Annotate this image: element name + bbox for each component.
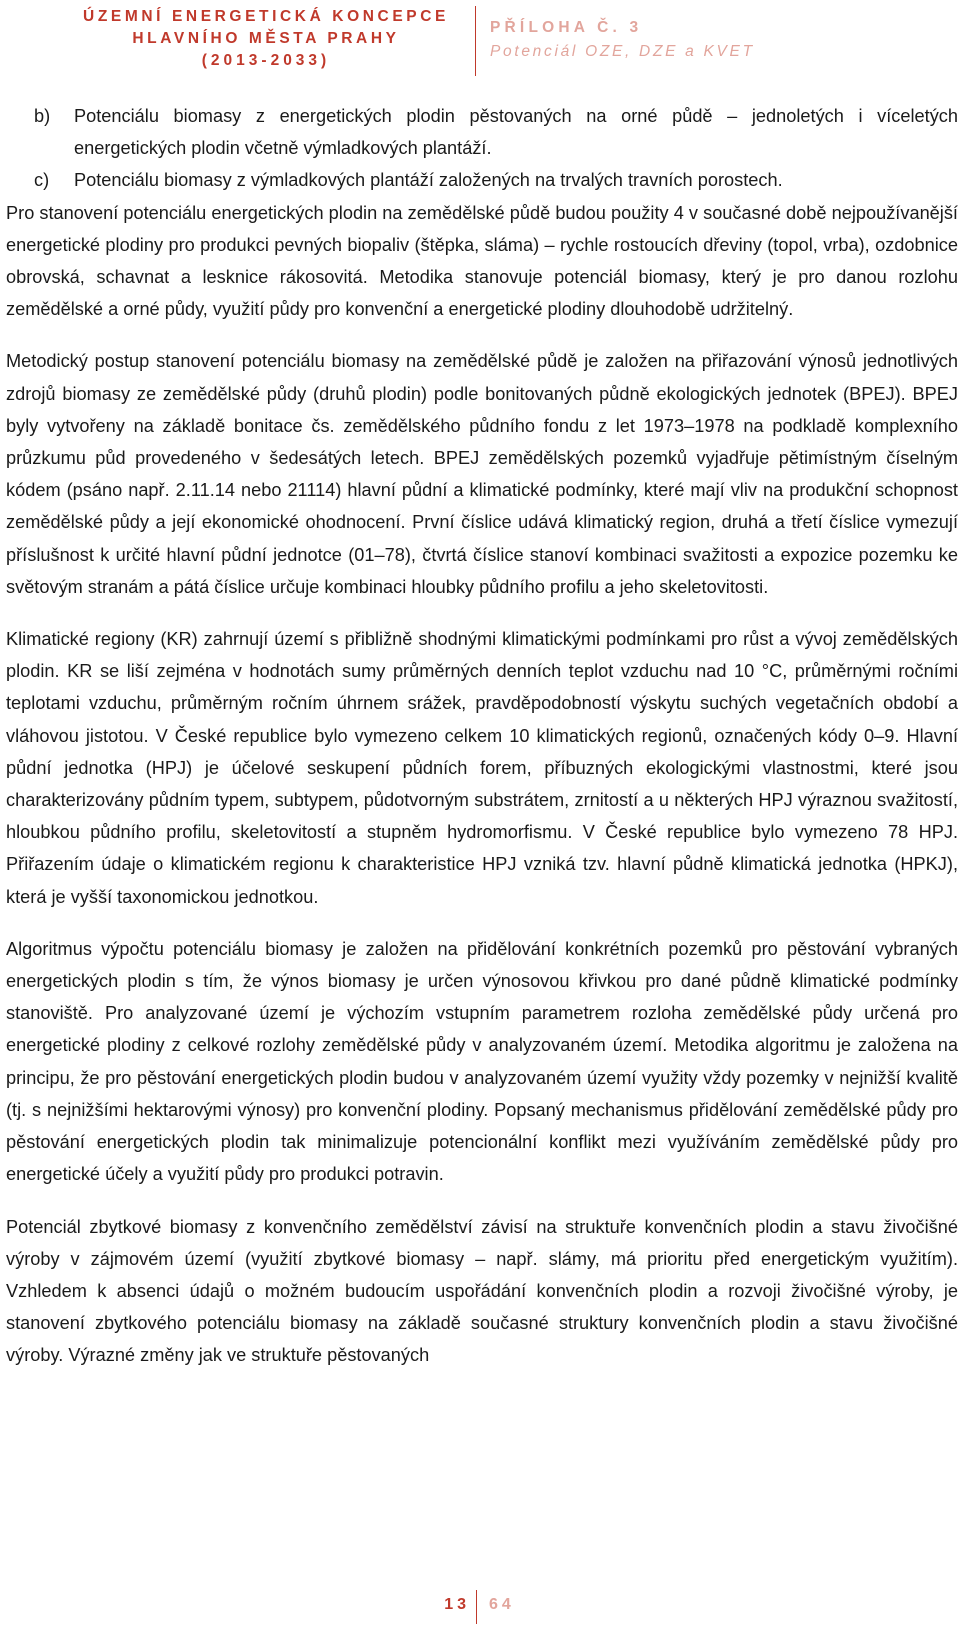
paragraph: Algoritmus výpočtu potenciálu biomasy je založen na přidělování konkrétních pozemků pro pěstování vybraných energetických plodin s tím, že výnos biomasy je určen výnosovou křivkou pro dané půdně klimatické podmínky stanoviště. Pro analyzované území je výchozím vstupním parametrem rozloha zemědělské půdy určená pro energetické plodiny z celkové rozlohy zemědělské půdy v analyzovaném území. Metodika algoritmu je založena na principu, že pro pěstování energetických plodin budou v analyzovaném území využity vždy pozemky v nejnižší kvalitě (tj. s nejnižšími hektarovými výnosy) pro konvenční plodiny. Popsaný mechanismus přidělování zemědělské půdy pro pěstování energetických plodin tak minimalizuje potencionální konflikt mezi využíváním zemědělské půdy pro energetické účely a využití půdy pro produkci potravin. xyxy=(6,938,958,1185)
total-pages: 64 xyxy=(489,1596,515,1613)
paragraph-spacer xyxy=(6,1191,958,1211)
paragraph: Potenciál zbytkové biomasy z konvenčního zemědělství závisí na struktuře konvenčních plodin a stavu živočišné výroby v zájmovém území (využití zbytkové biomasy – např. slámy, má prioritu před energetickým využitím). Vzhledem k absenci údajů o možném budoucím uspořádání konvenčních plodin a rozvoji živočišné výroby, je stanovení zbytkového potenciálu biomasy na základě současné struktury konvenčních plodin a stavu živočišné výroby. Výrazné změny jak ve struktuře pěstovaných xyxy=(6,1216,958,1366)
appendix-title xyxy=(490,16,755,64)
paragraph: Pro stanovení potenciálu energetických plodin na zemědělské půdě budou použity 4 v současné době nejpoužívanější energetické plodiny pro produkci pevných biopaliv (štěpka, sláma) – rychle rostoucích dřeviny (topol, vrba), ozdobnice obrovská, schavnat a lesknice rákosovitá. Metodika stanovuje potenciál biomasy, který je pro danou rozlohu zemědělské a orné půdy, využití půdy pro konvenční a energetické plodiny dlouhodobě udržitelný. xyxy=(6,202,958,320)
paragraph-spacer xyxy=(6,325,958,345)
appendix-label: PŘÍLOHA Č. 3 xyxy=(490,19,643,36)
paragraph-spacer xyxy=(6,603,958,623)
list-text: Potenciálu biomasy z výmladkových plantáží založených na trvalých travních porostech. xyxy=(74,170,783,191)
page-body xyxy=(6,100,958,1372)
list-item xyxy=(6,100,958,164)
page-footer xyxy=(0,1588,960,1628)
footer-divider xyxy=(476,1590,477,1624)
document-title xyxy=(64,6,468,72)
list-item xyxy=(6,164,958,196)
header-divider xyxy=(475,6,476,76)
page-header xyxy=(0,0,960,80)
paragraph: Metodický postup stanovení potenciálu biomasy na zemědělské půdě je založen na přiřazování výnosů jednotlivých zdrojů biomasy ze zemědělské půdy (druhů plodin) podle bonitovaných půdně ekologických jednotek (BPEJ). BPEJ byly vytvořeny na základě bonitace čs. zemědělského půdního fondu z let 1973–1978 na podkladě komplexního průzkumu půd provedeného v šedesátých letech. BPEJ zemědělských pozemků vyjadřuje pětimístným číselným kódem (psáno např. 2.11.14 nebo 21114) hlavní půdní a klimatické podmínky, které mají vliv na produkční schopnost zemědělské půdy a její ekonomické ohodnocení. První číslice udává klimatický region, druhá a třetí číslice vymezují příslušnost k určité hlavní půdní jednotce (01–78), čtvrtá číslice stanoví kombinaci svažitosti a expozice pozemku ke světovým stranám a pátá číslice určuje kombinaci hloubky půdního profilu a jeho skeletovitosti. xyxy=(6,351,958,597)
paragraph: Klimatické regiony (KR) zahrnují území s přibližně shodnými klimatickými podmínkami pro růst a vývoj zemědělských plodin. KR se liší zejména v hodnotách sumy průměrných denních teplot vzduchu nad 10 °C, průměrnými ročními teplotami vzduchu, průměrným ročním úhrnem srážek, pravděpodobností výskytu suchých vegetačních období a vláhovou jistotou. V České republice bylo vymezeno celkem 10 klimatických regionů, označených kódy 0–9. Hlavní půdní jednotka (HPJ) je účelové seskupení půdních forem, příbuzných ekologickými vlastnostmi, které jsou charakterizovány půdním typem, subtypem, půdotvorným substrátem, zrnitostí a u některých HPJ výraznou svažitostí, hloubkou půdního profilu, skeletovitostí a stupněm hydromorfismu. V České republice bylo vymezeno 78 HPJ. Přiřazením údaje o klimatickém regionu k charakteristice HPJ vzniká tzv. hlavní půdně klimatická jednotka (HPKJ), která je vyšší taxonomickou jednotkou. xyxy=(6,629,958,907)
page-number: 13 xyxy=(444,1596,470,1613)
list-marker: b) xyxy=(34,106,51,126)
title-line-1: ÚZEMNÍ ENERGETICKÁ KONCEPCE xyxy=(83,8,449,25)
title-line-2: HLAVNÍHO MĚSTA PRAHY xyxy=(132,30,400,47)
title-line-3: (2013-2033) xyxy=(201,52,331,69)
appendix-subtitle: Potenciál OZE, DZE a KVET xyxy=(490,43,755,60)
list-marker: c) xyxy=(34,170,50,191)
paragraph-spacer xyxy=(6,913,958,933)
list-text: Potenciálu biomasy z energetických plodin pěstovaných na orné půdě – jednoletých i víceletých energetických plodin včetně výmladkových plantáží. xyxy=(74,106,958,159)
